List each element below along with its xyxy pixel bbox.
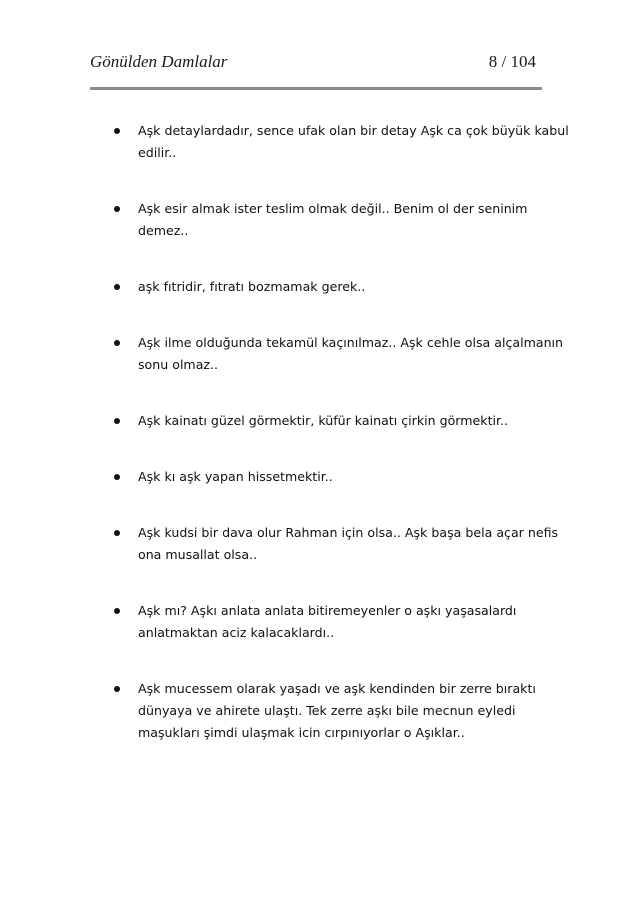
- page-indicator: 8 / 104: [488, 52, 536, 71]
- list-item: [110, 410, 570, 432]
- bullet-icon: [114, 418, 120, 424]
- bullet-icon: [114, 474, 120, 480]
- bullet-icon: [114, 128, 120, 134]
- list-item-text: Aşk kudsi bir dava olur Rahman için olsa.. Aşk başa bela açar nefis ona musallat olsa..: [138, 525, 559, 562]
- bullet-icon: [114, 608, 120, 614]
- list-item: [110, 466, 570, 488]
- list-item-text: Aşk mı? Aşkı anlata anlata bitiremeyenler o aşkı yaşasalardı anlatmaktan aciz kalacaklardı..: [138, 603, 517, 640]
- bullet-icon: [114, 284, 120, 290]
- list-item-text: Aşk mucessem olarak yaşadı ve aşk kendinden bir zerre bıraktı dünyaya ve ahirete ulaştı. Tek zerre aşkı bile mecnun eyledi maşukları şimdi ulaşmak icin cırpınıyorlar o Aşıklar..: [138, 681, 536, 740]
- list-item: [110, 332, 570, 376]
- bullet-icon: [114, 530, 120, 536]
- bullet-icon: [114, 206, 120, 212]
- list-item-text: Aşk ilme olduğunda tekamül kaçınılmaz.. Aşk cehle olsa alçalmanın sonu olmaz..: [138, 335, 564, 372]
- list-item: [110, 522, 570, 566]
- list-item-text: Aşk detaylardadır, sence ufak olan bir detay Aşk ca çok büyük kabul edilir..: [138, 123, 569, 160]
- list-item-text: Aşk kı aşk yapan hissetmektir..: [138, 469, 333, 484]
- header-divider: [90, 87, 542, 90]
- list-item-text: aşk fıtridir, fıtratı bozmamak gerek..: [138, 279, 366, 294]
- list-item-text: Aşk esir almak ister teslim olmak değil.. Benim ol der seninim demez..: [138, 201, 528, 238]
- list-item: [110, 120, 570, 164]
- list-item: [110, 678, 570, 744]
- list-item: [110, 276, 570, 298]
- list-item-text: Aşk kainatı güzel görmektir, küfür kainatı çirkin görmektir..: [138, 413, 509, 428]
- list-item: [110, 198, 570, 242]
- page-header: [90, 52, 540, 76]
- list-item: [110, 600, 570, 644]
- document-title: Gönülden Damlalar: [90, 52, 228, 71]
- bullet-icon: [114, 686, 120, 692]
- bullet-icon: [114, 340, 120, 346]
- quote-list: [110, 120, 570, 778]
